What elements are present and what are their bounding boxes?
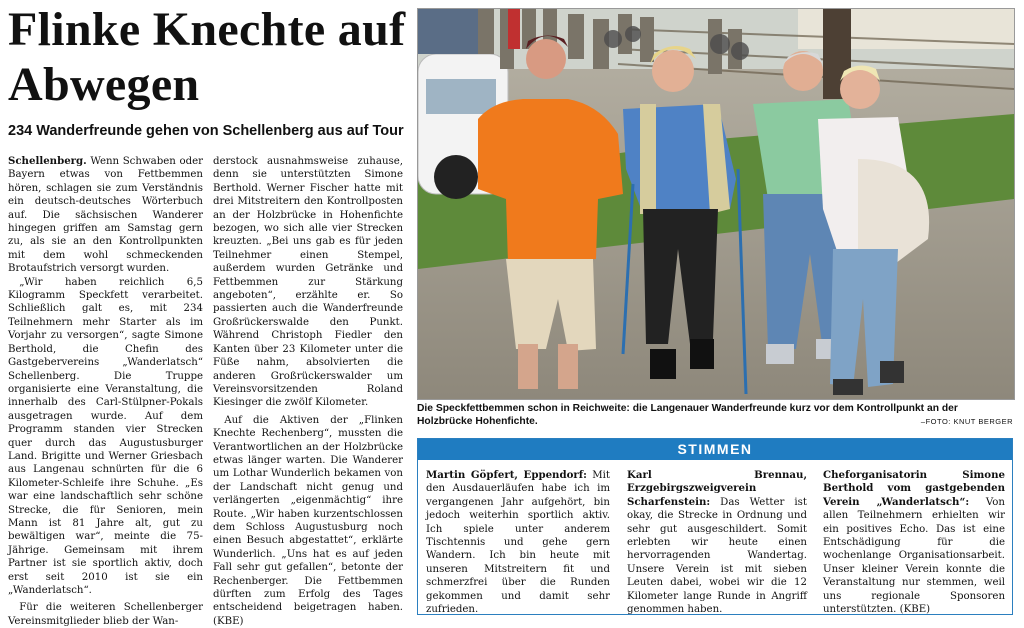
article-paragraph [8, 155, 203, 276]
headline: Flinke Knechte auf Abwegen [8, 3, 406, 111]
paragraph-text: Wenn Schwaben oder Bayern etwas von Fettbemmen hören, schlagen sie zum Verständnis ein deutsch-deutsches Wörterbuch auf. Die sächsischen Wanderer hingegen griffen am Samstag gern zu, als sie an den Kontrollpunkten mit dem wohl schmeckenden Brotaufstrich versorgt wurden. [8, 156, 203, 275]
article-photo [417, 8, 1015, 400]
stimmen-box [417, 438, 1013, 615]
article-paragraph: Auf die Aktiven der „Flinken Knechte Rechenberg“, mussten die Verantwortlichen an der Holzbrücke etwas länger warten. Die Wanderer um Lothar Wunderlich bekamen von der Landschaft nicht genug und verlängerten „eigenmächtig“ ihre Route. „Wir haben kurzentschlossen dem Schloss Augustusburg noch einen Besuch abgestattet“, erklärte Wunderlich. „Uns hat es auf jeden Fall sehr gut gefallen“, betonte der Rechenberger. Die Fettbemmen dürften zum Erfolg des Tages entscheidend beigetragen haben. (KBE) [213, 414, 403, 627]
quote-speaker: Cheforganisatorin Simone Berthold vom gastgebenden Verein „Wanderlatsch“: [823, 469, 1005, 508]
stimmen-quote [627, 469, 807, 616]
article-paragraph: Für die weiteren Schellenberger Vereinsmitglieder blieb der Wan- [8, 602, 203, 627]
photo-credit: –FOTO: KNUT BERGER [920, 417, 1013, 426]
article-column-2 [213, 155, 403, 628]
hikers-photo-illustration [418, 9, 1014, 399]
quote-text: Mit den Ausdauerläufen habe ich im vergangenen Jahr aufgehört, bin jedoch weiterhin sportlich aktiv. Ich spiele unter anderem Tischtennis und gehe gern Wandern. Ich bin heute mit unseren Mitstreitern fit und schmerzfrei über die Runden gekommen und damit sehr zufrieden. [426, 470, 610, 616]
stimmen-quote [823, 469, 1005, 616]
quote-speaker: Martin Göpfert, Eppendorf: [426, 469, 587, 481]
article-column-1 [8, 155, 203, 628]
article-paragraph: derstock ausnahmsweise zuhause, denn sie unterstützten Simone Berthold. Werner Fischer hatte mit drei Mitstreitern den Kontrollposten an der Holzbrücke in Hohenfichte bezogen, wo sich alle vier Strecken kreuzten. „Bei uns gab es für jeden Teilnehmer einen Stempel, außerdem wurden Getränke und Fettbemmen zur Stärkung angeboten“, erzählte er. So passierten auch die Wanderfreunde Großrückerswalde den Punkt. Während Christoph Fiedler den Kanten über 23 Kilometer unter die Füße nahm, absolvierten die anderen Großrückerswalder um Vereinsvorsitzenden Roland Kiesinger die zwölf Kilometer. [213, 156, 403, 409]
quote-text: Von allen Teilnehmern erhielten wir ein positives Echo. Das ist eine Entschädigung für die wochenlange Organisationsarbeit. Unser kleiner Verein konnte die Veranstaltung nur stemmen, weil uns regionale Sponsoren unterstützten. (KBE) [823, 496, 1005, 616]
stimmen-title: STIMMEN [418, 439, 1012, 460]
quote-speaker: Karl Brennau, Erzgebirgszweigverein Scharfenstein: [627, 469, 807, 508]
stimmen-quote [426, 469, 610, 616]
quote-text: Das Wetter ist okay, die Strecke in Ordnung und sehr gut ausgeschildert. Somit erlebten wir heute einen hervorragenden Wandertag. Unsere Verein ist mit sieben Leuten dabei, wobei wir die 12 Kilometer lange Runde in Angriff genommen haben. [627, 496, 807, 616]
dateline: Schellenberg. [8, 155, 87, 167]
subheadline: 234 Wanderfreunde gehen von Schellenberg aus auf Tour [8, 123, 404, 139]
article-paragraph: „Wir haben reichlich 6,5 Kilogramm Speckfett verarbeitet. Schließlich galt es, mit 234 Teilnehmern mehr Starter als im Vorjahr zu versorgen“, sagte Simone Berthold, die Chefin des Gastgebervereins „Wanderlatsch“ Schellenberg. Die Truppe organisierte eine Veranstaltung, die innerhalb des Carl-Stülpner-Pokals ausgetragen wurde. Auf dem Programm standen vier Strecken quer durch das Augustusburger Land. Brigitte und Werner Griesbach aus Langenau schnürten für die 6 Kilometer-Schleife ihre Schuhe. „Es war eine landschaftlich sehr schöne Strecke, die für Senioren, mein Mann ist 81 Jahre alt, gut zu bewältigen war“, meinte die 75-Jährige. Gemeinsam mit ihrem Partner ist sie sportlich aktiv, doch erst seit 2010 ist sie ein „Wanderlatsch“. [8, 276, 203, 596]
photo-caption: Die Speckfettbemmen schon in Reichweite: die Langenauer Wanderfreunde kurz vor dem Kontrollpunkt an der Holzbrücke Hohenfichte. [417, 403, 958, 427]
